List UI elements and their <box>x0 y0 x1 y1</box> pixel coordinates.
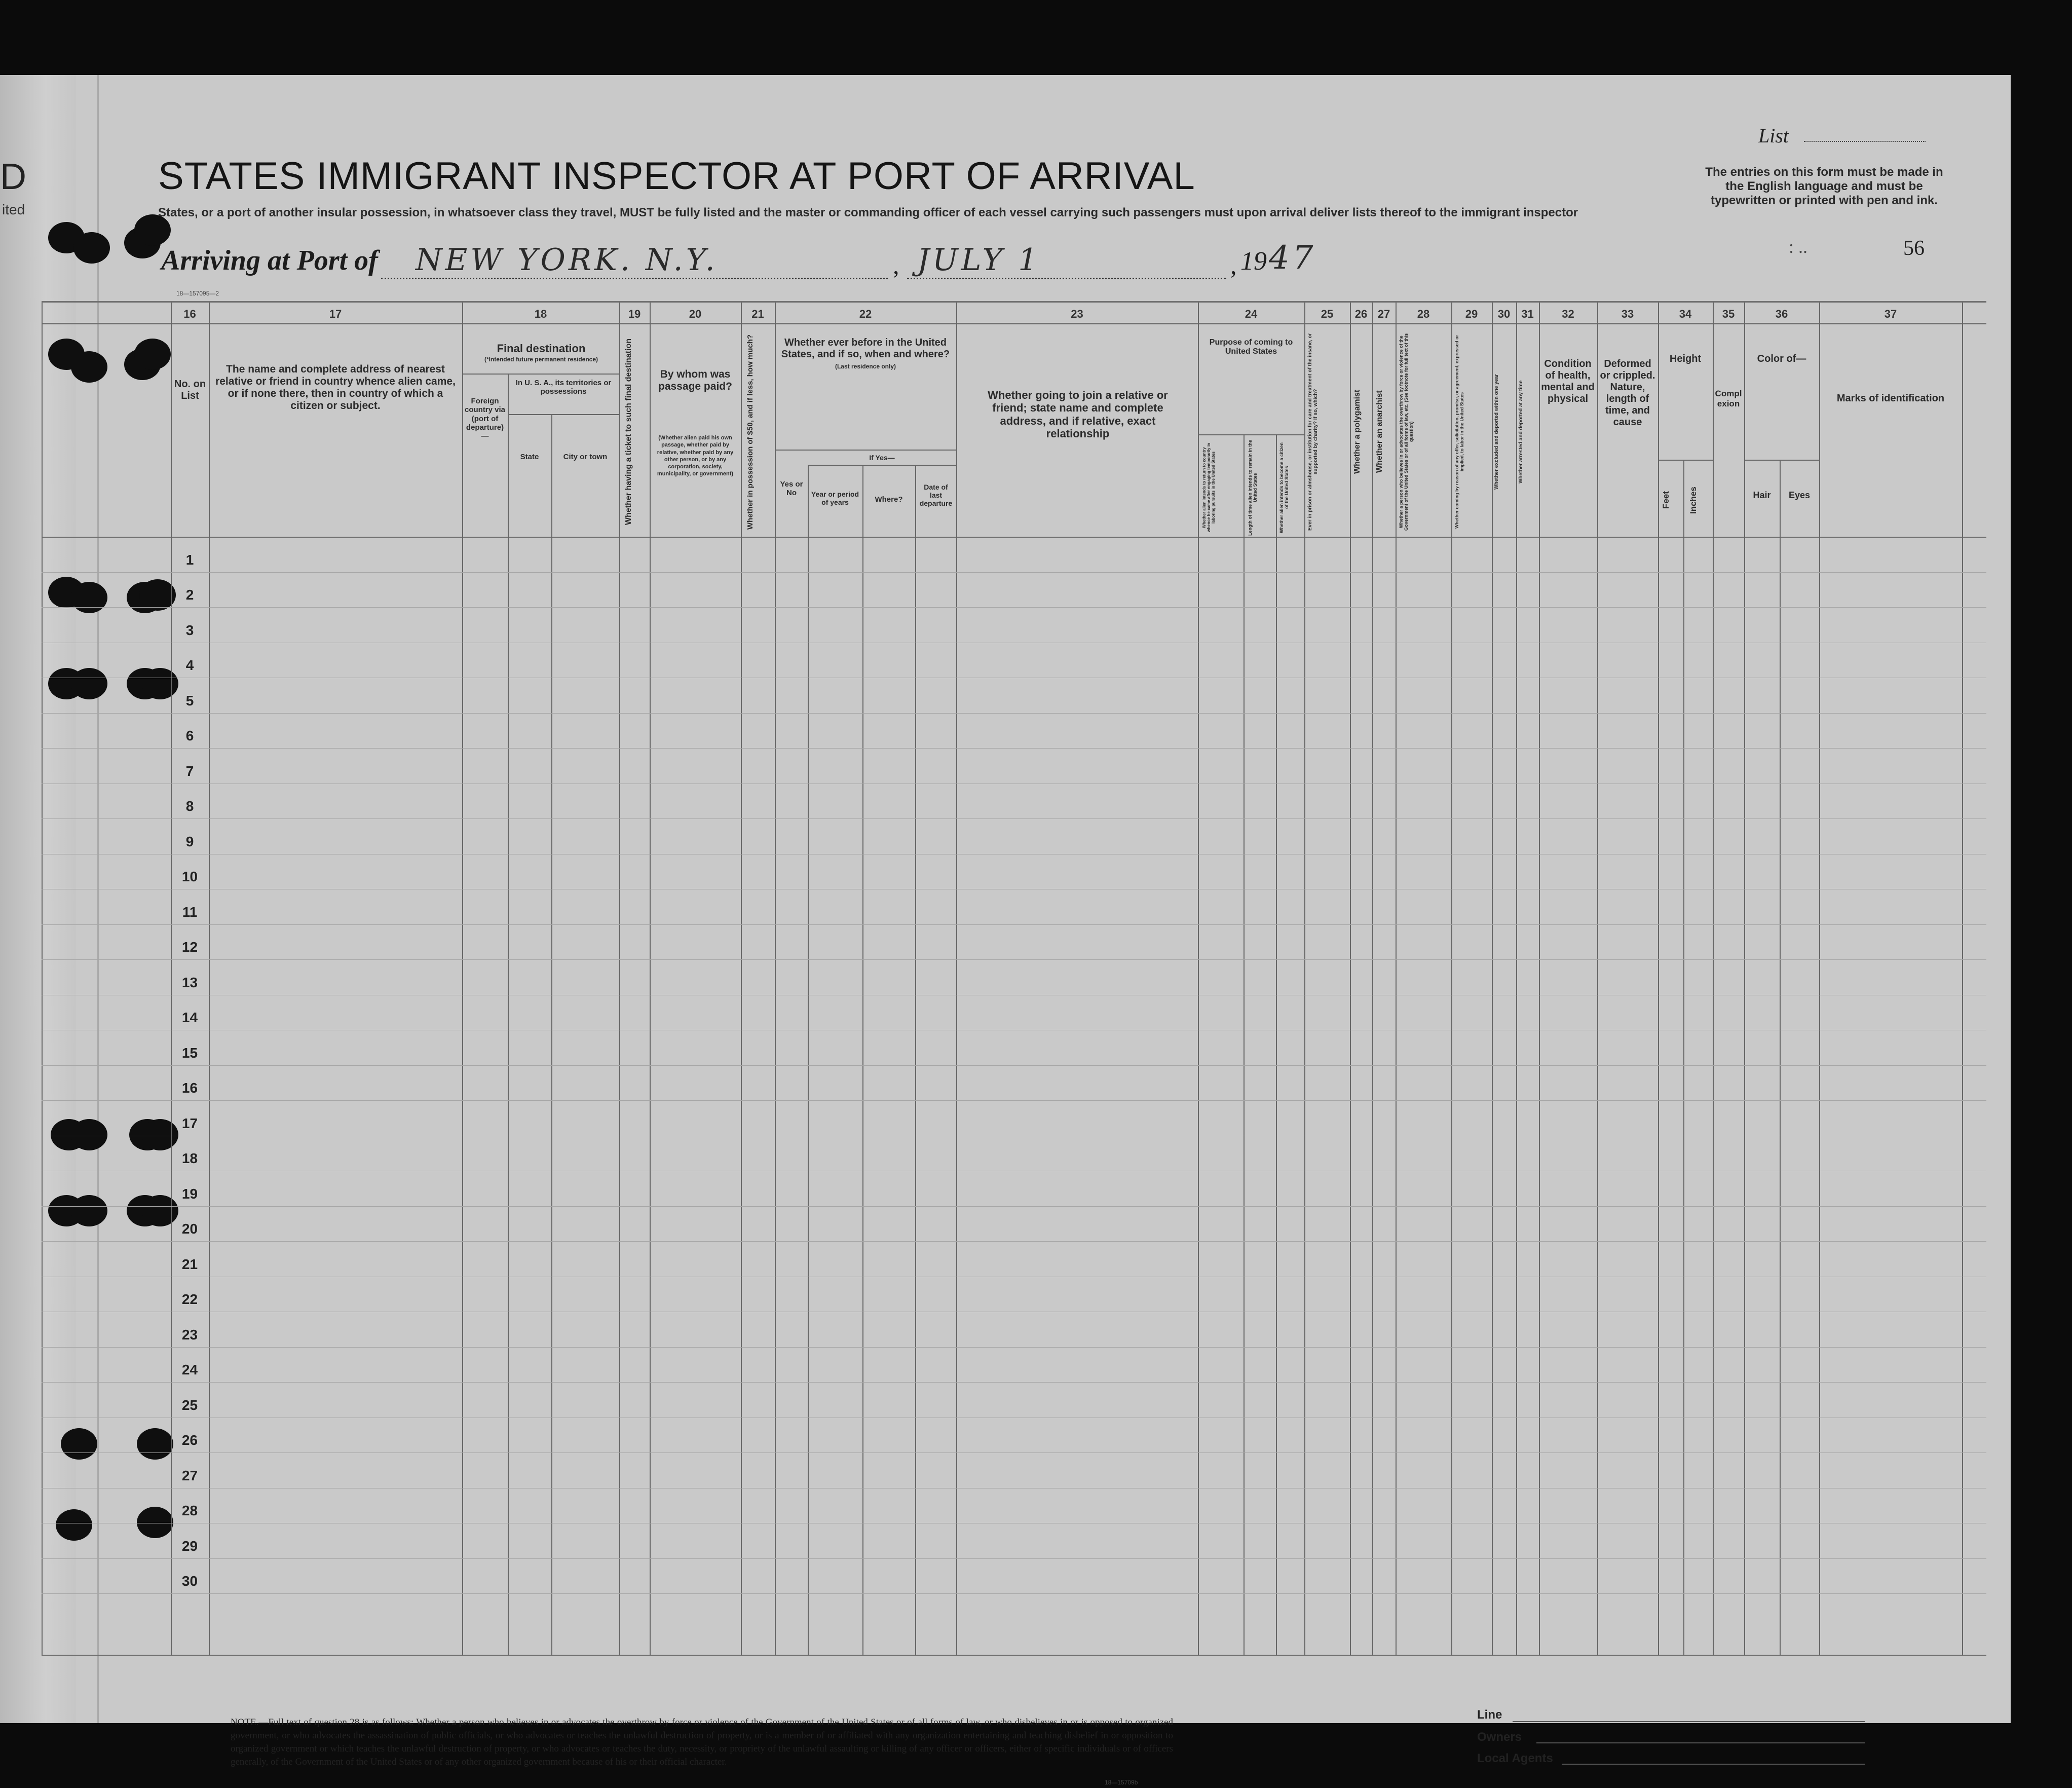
rule <box>1350 303 1351 1655</box>
header-city: City or town <box>563 453 608 461</box>
row-rule <box>42 1100 1986 1101</box>
rule <box>1396 303 1397 1655</box>
footnote-question-28: NOTE.—Full text of question 28 is as follows: Whether a person who believes in or advocates the overthrow by force or violence of the Government of the United States or of all forms of law, or who disbelieves in or is opposed to organized government, or who advocates the assassination of public officials, or who advocates or teaches the unlawful destruction of property, or is a member of or affiliated with any organization entertaining and teaching disbelief in or opposition to organized government or which teaches the unlawful destruction of property, or who advocates or teaches the duty, necessity, or propriety of the unlawful assaulting or killing of any officer or officers, either of specific individuals or of officers generally, of the Government of the United States or of any other organized government because of his or their official character. <box>231 1717 1173 1767</box>
manifest-page <box>0 75 2011 1786</box>
colnum-28: 28 <box>1417 308 1430 320</box>
header-state: State <box>520 453 539 461</box>
rule <box>209 303 210 1655</box>
rule <box>775 450 956 451</box>
rule <box>1744 303 1745 1655</box>
row-number: 9 <box>185 833 194 849</box>
header-passage-paid: By whom was passage paid? <box>658 368 732 393</box>
row-number: 3 <box>185 622 194 638</box>
year-prefix: 19 <box>1240 247 1267 276</box>
row-number: 22 <box>181 1291 198 1307</box>
header-nearest-relative: The name and complete address of nearest relative or friend in country whence alien came, or if none there, then in country of which a citizen or subject. <box>215 363 456 412</box>
footnote-code: 18—15709b <box>1105 1779 1138 1786</box>
rule <box>956 303 957 1655</box>
row-rule <box>42 1382 1986 1383</box>
header-final-destination-note: (*Intended future permanent residence) <box>484 356 598 363</box>
footer-line-label: Line <box>1477 1708 1502 1722</box>
rule <box>1597 303 1598 1655</box>
rule <box>1683 460 1684 1655</box>
column-number-divider <box>42 323 1986 324</box>
header-anarchist: Whether an anarchist <box>1375 390 1384 473</box>
row-number: 12 <box>181 939 198 955</box>
colnum-24: 24 <box>1245 308 1258 320</box>
colnum-21: 21 <box>751 308 764 320</box>
rule <box>462 374 619 375</box>
form-instructions: The entries on this form must be made in the English language and must be typewritten or printed with pen and ink. <box>1705 165 1943 207</box>
rule <box>1658 303 1659 1655</box>
footer-owners-label: Owners <box>1477 1730 1522 1744</box>
header-color-of: Color of— <box>1757 353 1806 364</box>
rule <box>551 414 552 1655</box>
header-purpose-length: Length of time alien intends to remain in the United States <box>1248 439 1258 536</box>
header-marks-identification: Marks of identification <box>1836 393 1945 404</box>
list-label: List <box>1758 124 1789 147</box>
row-number: 6 <box>185 728 194 743</box>
rule <box>1962 303 1963 1655</box>
rule <box>462 303 463 1655</box>
form-title: STATES IMMIGRANT INSPECTOR AT PORT OF ARRIVAL <box>158 155 1195 198</box>
row-rule <box>42 713 1986 714</box>
header-deformed: Deformed or crippled. Nature, length of time, and cause <box>1600 358 1655 428</box>
colnum-25: 25 <box>1321 308 1334 320</box>
colnum-27: 27 <box>1377 308 1390 320</box>
rule <box>862 465 863 1655</box>
comma-1: , <box>893 251 899 279</box>
rule <box>1276 434 1277 1655</box>
row-rule <box>42 1347 1986 1348</box>
header-ever-before-in-us: Whether ever before in the United States, and if so, when and where? <box>781 337 950 360</box>
colnum-32: 32 <box>1562 308 1574 320</box>
header-height: Height <box>1669 353 1702 364</box>
colnum-31: 31 <box>1521 308 1534 320</box>
row-number: 30 <box>181 1573 198 1589</box>
rule <box>42 303 43 1655</box>
rule <box>1780 460 1781 1655</box>
page-mark: : .. <box>1789 237 1808 257</box>
header-year-period: Year or period of years <box>811 490 859 507</box>
colnum-30: 30 <box>1497 308 1511 320</box>
rule <box>808 465 809 1655</box>
rule <box>1539 303 1540 1655</box>
rule <box>915 465 916 1655</box>
row-rule <box>42 607 1986 608</box>
row-rule <box>42 748 1986 749</box>
rule <box>1198 303 1199 1655</box>
row-number: 4 <box>185 657 194 673</box>
row-number: 25 <box>181 1397 198 1413</box>
punch-hole <box>73 232 110 264</box>
row-rule <box>42 572 1986 573</box>
rule <box>508 414 619 415</box>
rule <box>1492 303 1493 1655</box>
rule <box>650 303 651 1655</box>
list-number-field[interactable] <box>1804 141 1926 142</box>
header-hair: Hair <box>1753 490 1771 500</box>
rule <box>775 303 776 1655</box>
header-excluded-deported: Whether excluded and deported within one year <box>1494 374 1499 490</box>
colnum-16: 16 <box>183 308 196 320</box>
page-number: 56 <box>1903 237 1925 260</box>
rule <box>1819 303 1820 1655</box>
row-number: 17 <box>181 1115 198 1131</box>
colnum-26: 26 <box>1354 308 1368 320</box>
header-condition-health: Condition of health, mental and physical <box>1541 358 1595 404</box>
form-subtitle: States, or a port of another insular possession, in whatsoever class they travel, MUST be fully listed and the master or commanding officer of each vessel carrying such passengers must upon arrival deliver lists thereof to the immigrant inspector <box>158 206 1578 219</box>
header-going-to-join: Whether going to join a relative or friend; state name and complete address, and if relative, exact relationship <box>988 389 1168 440</box>
row-rule <box>42 924 1986 925</box>
row-number: 5 <box>185 692 194 709</box>
header-where: Where? <box>875 495 903 504</box>
colnum-17: 17 <box>329 308 342 320</box>
row-number: 11 <box>182 904 198 920</box>
row-number: 24 <box>181 1362 198 1377</box>
row-number: 23 <box>181 1326 198 1343</box>
rule <box>1244 434 1245 1655</box>
header-last-residence-note: (Last residence only) <box>835 363 896 370</box>
comma-2: , <box>1230 251 1237 279</box>
header-inches: Inches <box>1688 487 1698 514</box>
header-purpose-return: Whether alien intends to return to country whence he came after engaging temporarily in laboring pursuits in the United States <box>1202 442 1216 533</box>
date-underline <box>907 278 1226 279</box>
row-number: 19 <box>181 1185 198 1202</box>
header-feet: Feet <box>1661 491 1671 509</box>
header-complexion: Complexion <box>1715 389 1742 408</box>
port-underline <box>381 278 888 279</box>
rule <box>1713 303 1714 1655</box>
colnum-37: 37 <box>1884 308 1897 320</box>
left-fragment-word: ited <box>2 202 25 217</box>
header-no-on-list: No. on List <box>174 379 206 401</box>
header-overthrow: Whether a person who believes in or advocates the overthrow by force or violence of the Government of the United States or of all forms of law, etc. (See footnote for full text of this question) <box>1399 333 1414 531</box>
row-number: 10 <box>181 869 198 884</box>
arrival-label: Arriving at Port of <box>161 245 378 276</box>
manifest-grid <box>42 301 1986 1656</box>
colnum-23: 23 <box>1071 308 1083 320</box>
form-code: 18—157095—2 <box>176 290 219 297</box>
row-number: 26 <box>181 1432 198 1448</box>
row-rule <box>42 1558 1986 1559</box>
rule <box>619 303 620 1655</box>
header-in-usa: In U. S. A., its territories or possessions <box>515 379 612 396</box>
port-handwritten: NEW YORK. N.Y. <box>416 242 718 278</box>
header-passage-paid-note: (Whether alien paid his own passage, whether paid by relative, whether paid by any other person, or by any corporation, society, municipality, or government) <box>657 435 734 477</box>
header-prison: Ever in prison or almshouse, or institution for care and treatment of the insane, or supported by charity? If so, which? <box>1307 333 1318 531</box>
rule <box>1198 434 1304 435</box>
row-number: 29 <box>181 1538 198 1554</box>
header-final-destination: Final destination <box>497 342 586 355</box>
header-polygamist: Whether a polygamist <box>1353 389 1362 474</box>
row-number: 18 <box>181 1150 198 1166</box>
row-number: 1 <box>185 551 194 568</box>
header-date-last-departure: Date of last departure <box>919 483 953 508</box>
row-number: 20 <box>181 1221 198 1237</box>
rule <box>1744 460 1819 461</box>
header-purpose: Purpose of coming to United States <box>1209 338 1293 356</box>
rule <box>1372 303 1373 1655</box>
row-number: 7 <box>185 763 194 779</box>
row-number: 8 <box>185 798 194 814</box>
colnum-22: 22 <box>859 308 872 320</box>
year-handwritten: 47 <box>1269 239 1316 277</box>
rule <box>1658 460 1713 461</box>
row-number: 15 <box>181 1045 198 1061</box>
colnum-36: 36 <box>1775 308 1788 320</box>
rule <box>1304 303 1305 1655</box>
header-foreign-country: Foreign country via (port of departure)— <box>464 397 506 440</box>
colnum-20: 20 <box>689 308 702 320</box>
row-rule <box>42 1206 1986 1207</box>
colnum-34: 34 <box>1679 308 1692 320</box>
colnum-29: 29 <box>1465 308 1478 320</box>
colnum-35: 35 <box>1722 308 1735 320</box>
row-number: 28 <box>181 1503 198 1518</box>
rule <box>1451 303 1452 1655</box>
row-rule <box>42 818 1986 819</box>
row-rule <box>42 959 1986 960</box>
header-purpose-citizen: Whether alien intends to become a citizen of the United States <box>1279 442 1289 533</box>
row-number: 16 <box>181 1080 198 1096</box>
footer-owners-field[interactable] <box>1536 1742 1865 1743</box>
row-rule <box>42 1065 1986 1066</box>
header-ticket: Whether having a ticket to such final destination <box>624 338 633 526</box>
rule <box>508 374 509 1655</box>
date-handwritten: JULY 1 <box>917 242 1041 278</box>
row-rule <box>42 1241 1986 1242</box>
rule <box>741 303 742 1655</box>
rule <box>808 465 956 466</box>
header-if-yes: If Yes— <box>869 454 895 462</box>
row-number: 14 <box>181 1010 198 1025</box>
left-fragment-letter: D <box>0 157 26 197</box>
footer-agents-field[interactable] <box>1562 1764 1865 1765</box>
row-number: 21 <box>181 1256 198 1272</box>
header-bottom-divider <box>42 537 1986 538</box>
footer-line-field[interactable] <box>1513 1721 1865 1722</box>
header-fifty-dollars: Whether in possession of $50, and if less, how much? <box>746 334 755 530</box>
header-offer-labor: Whether coming by reason of any offer, solicitation, promise, or agreement, expressed or implied, to labor in the United States <box>1454 334 1464 529</box>
row-number: 13 <box>181 974 198 990</box>
colnum-19: 19 <box>628 308 641 320</box>
row-rule <box>42 1593 1986 1594</box>
header-yes-or-no: Yes or No <box>780 480 803 498</box>
rule <box>1516 303 1517 1655</box>
footer-agents-label: Local Agents <box>1477 1752 1553 1765</box>
colnum-18: 18 <box>534 308 547 320</box>
row-rule <box>42 1452 1986 1453</box>
header-arrested-deported: Whether arrested and deported at any time <box>1518 380 1524 483</box>
row-number: 27 <box>181 1467 198 1483</box>
row-number: 2 <box>185 587 194 603</box>
colnum-33: 33 <box>1621 308 1634 320</box>
header-eyes: Eyes <box>1788 490 1811 500</box>
